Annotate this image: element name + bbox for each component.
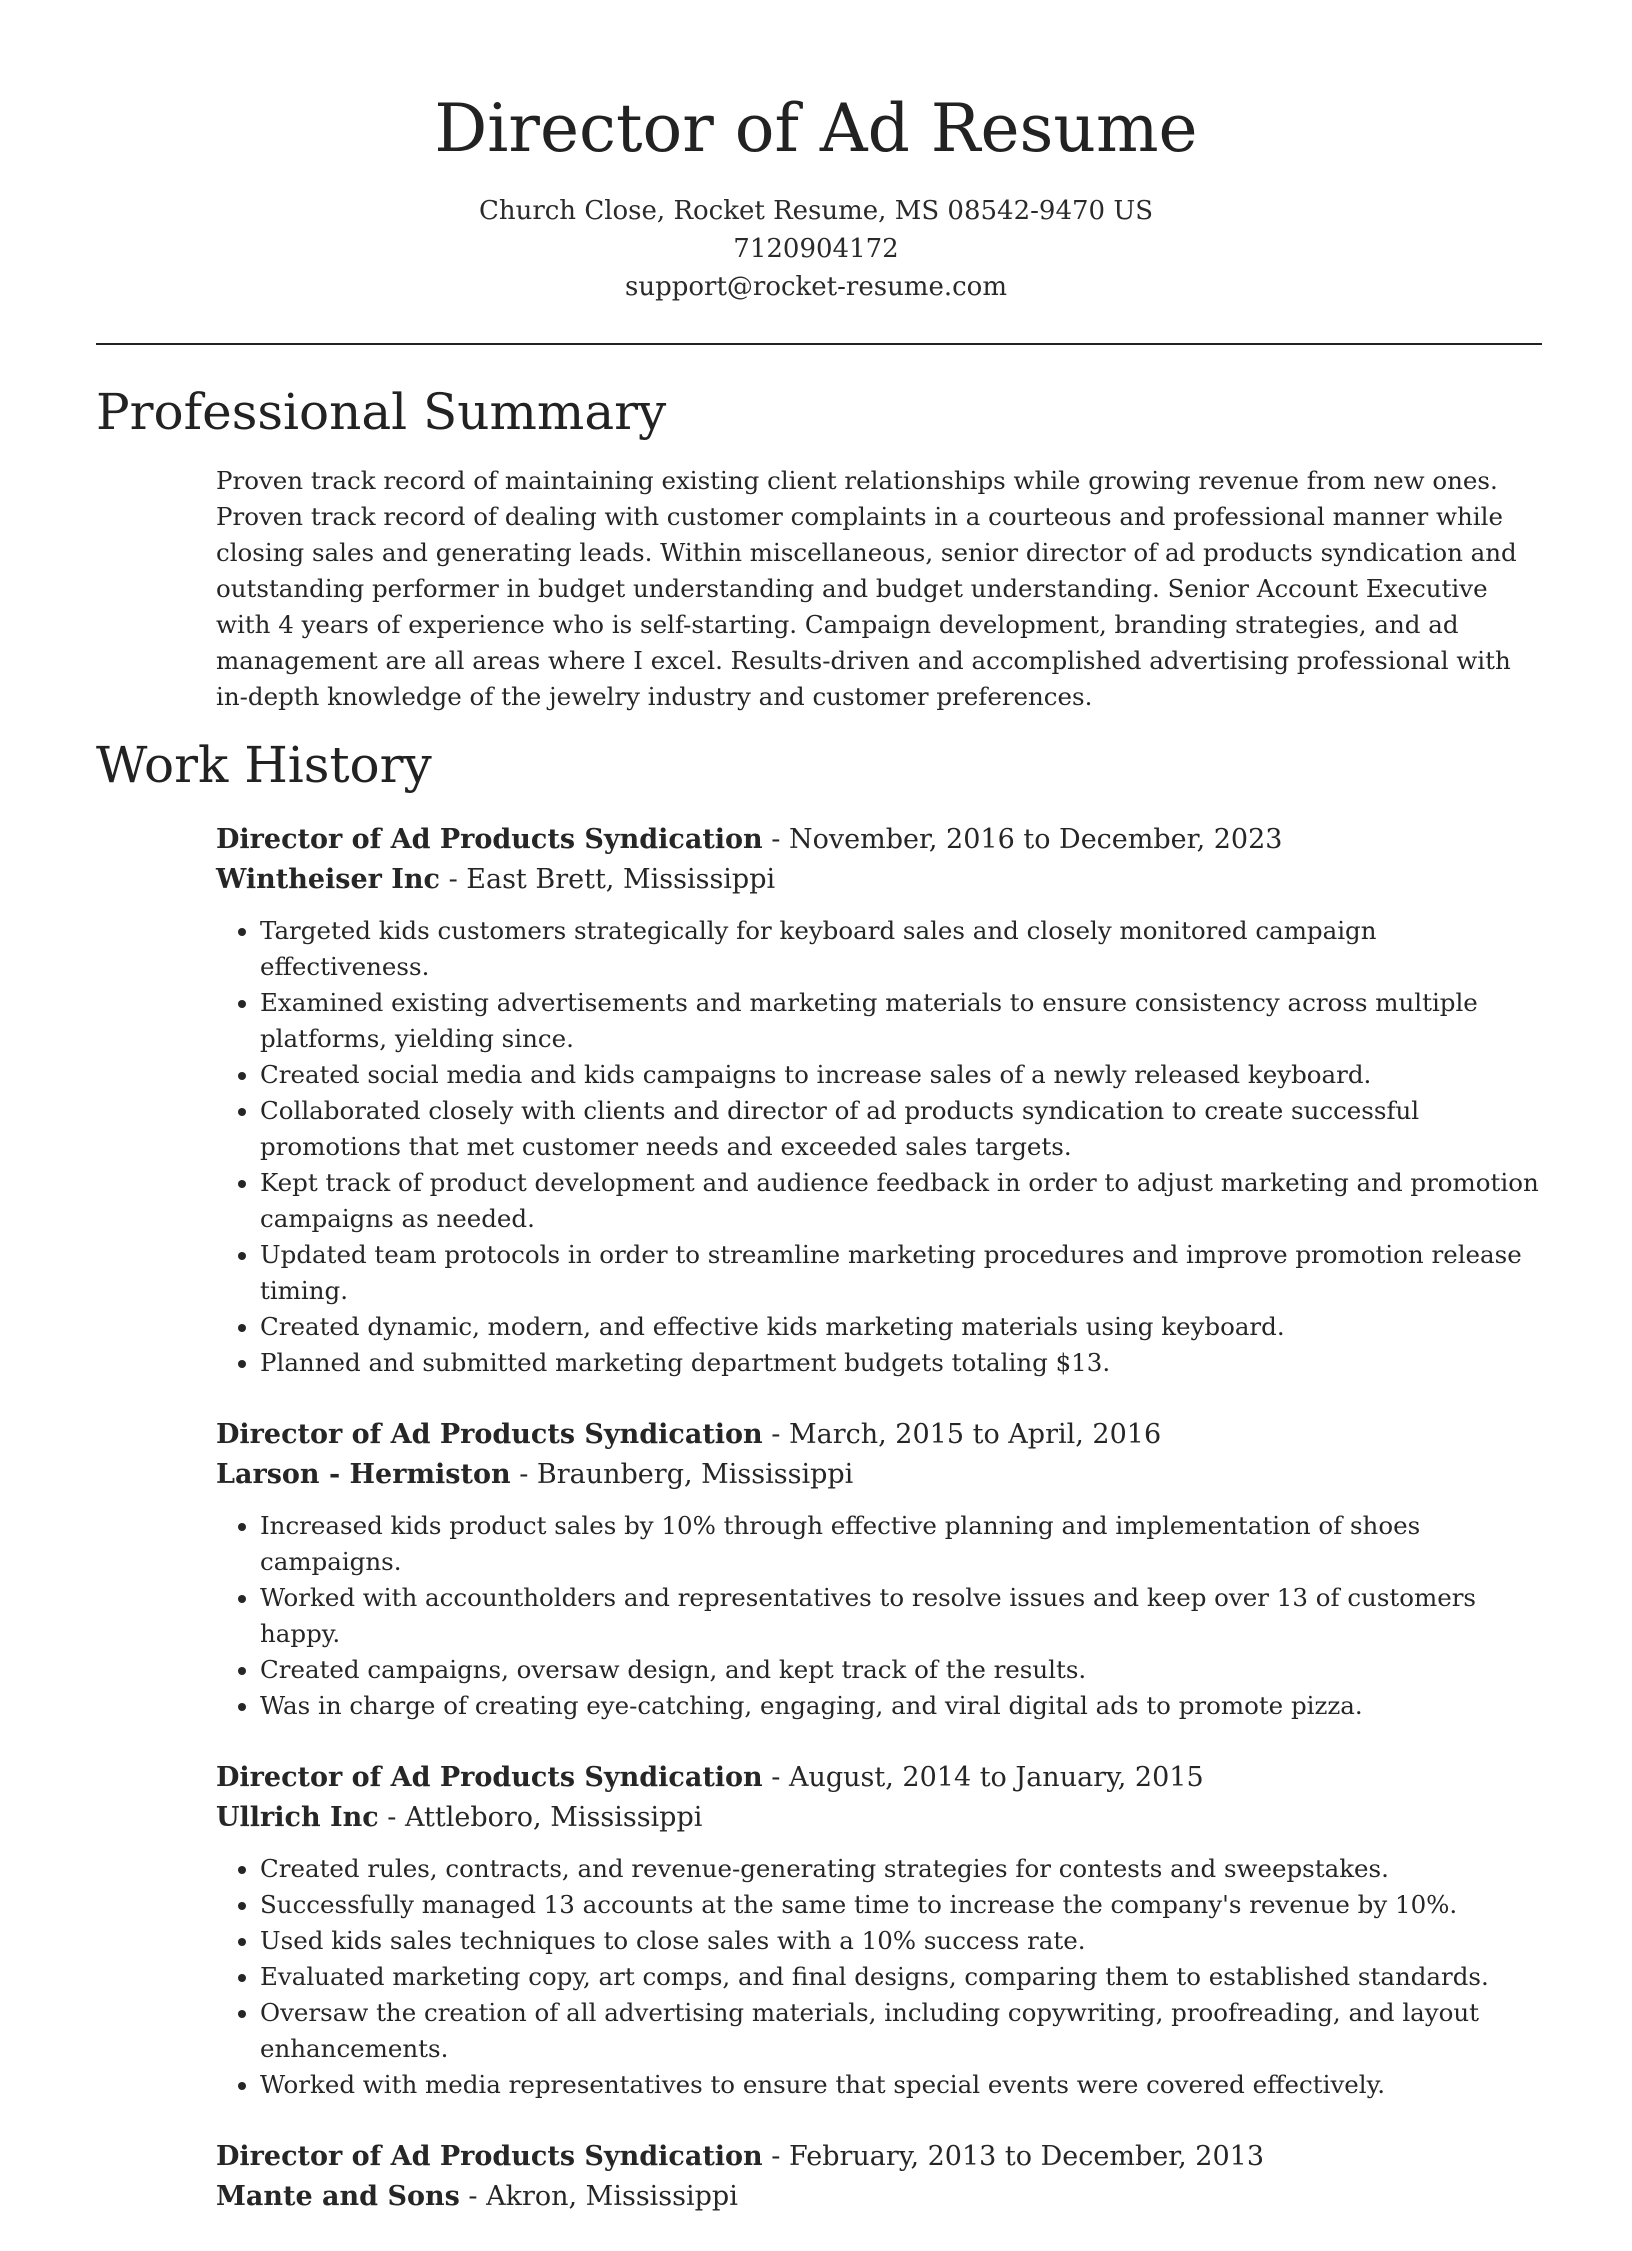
bullet-item: • Created rules, contracts, and revenue-generating strategies for contests and sweepstakes. (260, 1851, 1546, 1887)
job-company: Ullrich Inc (216, 1802, 379, 1833)
bullet-item: • Created dynamic, modern, and effective kids marketing materials using keyboard. (260, 1309, 1546, 1345)
job-role: Director of Ad Products Syndication (216, 1419, 763, 1450)
resume-title: Director of Ad Resume (434, 90, 1198, 167)
bullet-item: • Was in charge of creating eye-catching, engaging, and viral digital ads to promote pizza. (260, 1688, 1546, 1724)
job-title-line (216, 1758, 1546, 1798)
bullet-item: • Created campaigns, oversaw design, and kept track of the results. (260, 1652, 1546, 1688)
job-title-line (216, 820, 1546, 860)
job-role: Director of Ad Products Syndication (216, 824, 763, 855)
bullet-item: • Collaborated closely with clients and director of ad products syndication to create successful promotions that met customer needs and exceeded sales targets. (260, 1093, 1546, 1165)
job-title-line (216, 1415, 1546, 1455)
job-company-line (216, 1798, 1546, 1838)
bullet-item: • Oversaw the creation of all advertising materials, including copywriting, proofreading, and layout enhancements. (260, 1995, 1546, 2067)
job-bullets (216, 1508, 1546, 1724)
contact-block (0, 192, 1632, 306)
job-list (216, 820, 1546, 2251)
job-company: Mante and Sons (216, 2181, 460, 2212)
job-location: - Braunberg, Mississippi (510, 1459, 854, 1490)
bullet-item: • Evaluated marketing copy, art comps, and final designs, comparing them to established standards. (260, 1959, 1546, 1995)
bullet-item: • Kept track of product development and audience feedback in order to adjust marketing and promotion campaigns as needed. (260, 1165, 1546, 1237)
job-company-line (216, 2177, 1546, 2217)
contact-address: Church Close, Rocket Resume, MS 08542-9470 US (478, 196, 1154, 226)
job-location: - Attleboro, Mississippi (378, 1802, 703, 1833)
job-entry (216, 2137, 1546, 2217)
job-company-line (216, 1455, 1546, 1495)
bullet-item: • Worked with media representatives to ensure that special events were covered effectively. (260, 2067, 1546, 2103)
job-bullets (216, 913, 1546, 1381)
job-title-line (216, 2137, 1546, 2177)
work-history-heading: Work History (96, 736, 432, 794)
job-dates: - March, 2015 to April, 2016 (762, 1419, 1162, 1450)
job-location: - East Brett, Mississippi (439, 864, 776, 895)
bullet-item: • Planned and submitted marketing department budgets totaling $13. (260, 1345, 1546, 1381)
job-company: Larson - Hermiston (216, 1459, 511, 1490)
bullet-item: • Targeted kids customers strategically for keyboard sales and closely monitored campaign effectiveness. (260, 913, 1546, 985)
header-divider (96, 343, 1542, 345)
contact-phone: 7120904172 (733, 234, 899, 264)
job-location: - Akron, Mississippi (459, 2181, 738, 2212)
contact-email: support@rocket-resume.com (624, 272, 1007, 302)
job-company: Wintheiser Inc (216, 864, 440, 895)
job-role: Director of Ad Products Syndication (216, 1762, 763, 1793)
bullet-item: • Worked with accountholders and representatives to resolve issues and keep over 13 of customers happy. (260, 1580, 1546, 1652)
bullet-item: • Successfully managed 13 accounts at the same time to increase the company's revenue by 10%. (260, 1887, 1546, 1923)
job-company-line (216, 860, 1546, 900)
job-role: Director of Ad Products Syndication (216, 2141, 763, 2172)
job-entry (216, 820, 1546, 1381)
bullet-item: • Created social media and kids campaigns to increase sales of a newly released keyboard. (260, 1057, 1546, 1093)
job-bullets (216, 1851, 1546, 2103)
job-entry (216, 1758, 1546, 2103)
job-dates: - November, 2016 to December, 2023 (762, 824, 1283, 855)
bullet-item: • Updated team protocols in order to streamline marketing procedures and improve promotion release timing. (260, 1237, 1546, 1309)
summary-text: Proven track record of maintaining existing client relationships while growing revenue from new ones. Proven track record of dealing with customer complaints in a courteous and professional manner while closing sales and generating leads. Within miscellaneous, senior director of ad products syndication and outstanding performer in budget understanding and budget understanding. Senior Account Executive with 4 years of experience who is self-starting. Campaign development, branding strategies, and ad management are all areas where I excel. Results-driven and accomplished advertising professional with in-depth knowledge of the jewelry industry and customer preferences. (216, 466, 1517, 711)
bullet-item: • Examined existing advertisements and marketing materials to ensure consistency across multiple platforms, yielding since. (260, 985, 1546, 1057)
bullet-item: • Increased kids product sales by 10% through effective planning and implementation of shoes campaigns. (260, 1508, 1546, 1580)
summary-heading: Professional Summary (96, 383, 667, 441)
job-dates: - August, 2014 to January, 2015 (762, 1762, 1204, 1793)
job-dates: - February, 2013 to December, 2013 (762, 2141, 1265, 2172)
bullet-item: • Used kids sales techniques to close sales with a 10% success rate. (260, 1923, 1546, 1959)
job-entry (216, 1415, 1546, 1724)
